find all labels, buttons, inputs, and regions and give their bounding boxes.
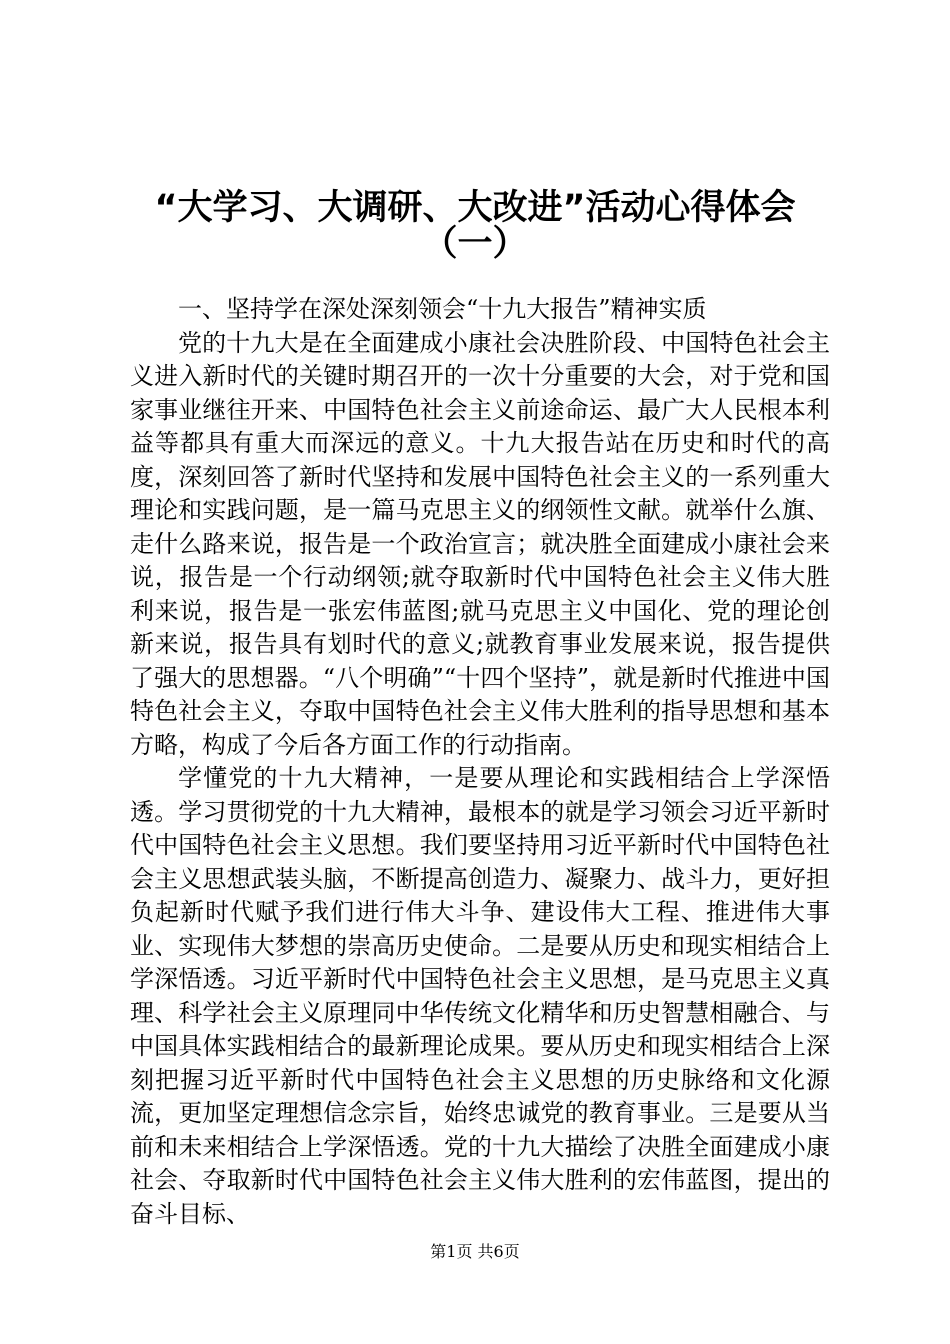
paragraph-2: 学懂党的十九大精神，一是要从理论和实践相结合上学深悟透。学习贯彻党的十九大精神，最根本的就是学习领会习近平新时代中国特色社会主义思想。我们要坚持用习近平新时代中国特色社会主义思想武装头脑，不断提高创造力、凝聚力、战斗力，更好担负起新时代赋予我们进行伟大斗争、建设伟大工程、推进伟大事业、实现伟大梦想的崇高历史使命。二是要从历史和现实相结合上学深悟透。习近平新时代中国特色社会主义思想，是马克思主义真理、科学社会主义原理同中华传统文化精华和历史智慧相融合、与中国具体实践相结合的最新理论成果。要从历史和现实相结合上深刻把握习近平新时代中国特色社会主义思想的历史脉络和文化源流，更加坚定理想信念宗旨，始终忠诚党的教育事业。三是要从当前和未来相结合上学深悟透。党的十九大描绘了决胜全面建成小康社会、夺取新时代中国特色社会主义伟大胜利的宏伟蓝图，提出的奋斗目标、 bbox=[130, 764, 830, 1228]
section-heading: 一、坚持学在深处深刻领会“十九大报告”精神实质 bbox=[178, 295, 707, 323]
page-footer: 第1页 共6页 bbox=[430, 1242, 520, 1261]
document-title: “大学习、大调研、大改进”活动心得体会 bbox=[154, 188, 796, 228]
paragraph-1: 党的十九大是在全面建成小康社会决胜阶段、中国特色社会主义进入新时代的关键时期召开的一次十分重要的大会，对于党和国家事业继往开来、中国特色社会主义前途命运、最广大人民根本利益等都具有重大而深远的意义。十九大报告站在历史和时代的高度，深刻回答了新时代坚持和发展中国特色社会主义的一系列重大理论和实践问题，是一篇马克思主义的纲领性文献。就举什么旗、走什么路来说，报告是一个政治宣言；就决胜全面建成小康社会来说，报告是一个行动纲领;就夺取新时代中国特色社会主义伟大胜利来说，报告是一张宏伟蓝图;就马克思主义中国化、党的理论创新来说，报告具有划时代的意义;就教育事业发展来说，报告提供了强大的思想器。“八个明确”“十四个坚持”，就是新时代推进中国特色社会主义，夺取中国特色社会主义伟大胜利的指导思想和基本方略，构成了今后各方面工作的行动指南。 bbox=[130, 328, 830, 759]
document-title-number: （一） bbox=[422, 224, 528, 264]
document-body bbox=[130, 293, 830, 1231]
